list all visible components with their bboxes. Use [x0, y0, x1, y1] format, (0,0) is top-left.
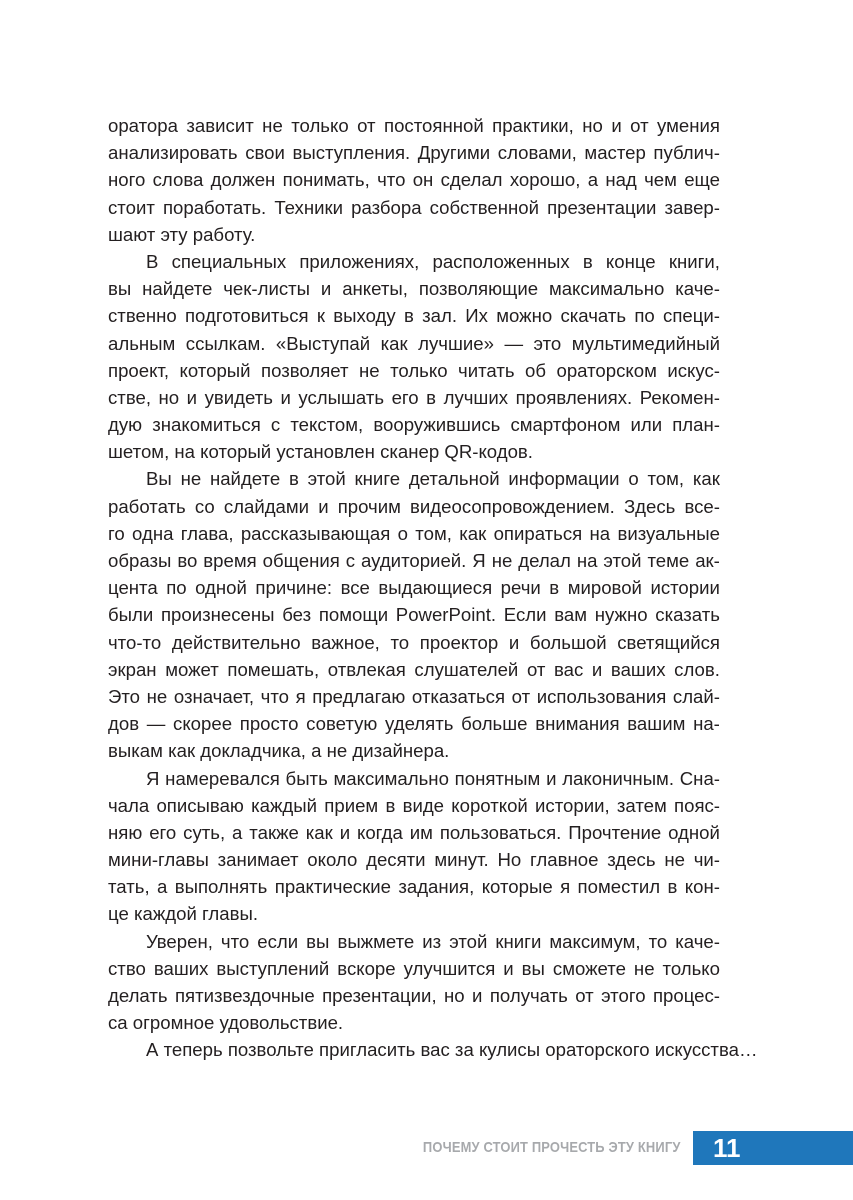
paragraph: [108, 928, 720, 1037]
page-number: 11: [713, 1133, 741, 1163]
text-line: анализировать свои выступления. Другими словами, мастер публич-: [108, 142, 720, 164]
body-text: [108, 112, 758, 1064]
text-line: Я намеревался быть максимально понятным и лаконичным. Сна-: [146, 767, 720, 789]
text-line: Вы не найдете в этой книге детальной информации о том, как: [146, 468, 720, 490]
text-line: альным ссылкам. «Выступай как лучшие» — это мультимедийный: [108, 332, 720, 354]
text-line: го одна глава, рассказывающая о том, как опираться на визуальные: [108, 522, 720, 544]
text-line: шают эту работу.: [108, 223, 256, 245]
text-line: шетом, на который установлен сканер QR-кодов.: [108, 441, 533, 463]
text-line: В специальных приложениях, расположенных в конце книги,: [146, 250, 720, 272]
page-number-box: [693, 1131, 853, 1165]
text-line: са огромное удовольствие.: [108, 1012, 344, 1034]
text-line: дую знакомиться с текстом, вооружившись смартфоном или план-: [108, 414, 720, 436]
text-line: ственно подготовиться к выходу в зал. Их можно скачать по специ-: [108, 305, 720, 327]
text-line: работать со слайдами и прочим видеосопровождением. Здесь все-: [108, 495, 720, 517]
text-line: были произнесены без помощи PowerPoint. Если вам нужно сказать: [108, 604, 720, 626]
text-line: стве, но и увидеть и услышать его в лучших проявлениях. Рекомен-: [108, 386, 720, 408]
paragraph: [108, 112, 720, 248]
page-footer: [0, 1131, 853, 1165]
text-line: Это не означает, что я предлагаю отказаться от использования слай-: [108, 685, 720, 707]
text-line: оратора зависит не только от постоянной практики, но и от умения: [108, 115, 720, 136]
text-line: экран может помешать, отвлекая слушателей от вас и ваших слов.: [108, 658, 720, 680]
text-line: ного слова должен понимать, что он сделал хорошо, а над чем еще: [108, 169, 720, 191]
paragraph: [108, 1036, 758, 1063]
paragraph: [108, 248, 720, 466]
text-line: тать, а выполнять практические задания, которые я поместил в кон-: [108, 876, 720, 898]
text-line: дов — скорее просто советую уделять больше внимания вашим на-: [108, 713, 720, 735]
text-line: А теперь позвольте пригласить вас за кулисы ораторского искусства…: [146, 1039, 758, 1061]
text-line: чала описываю каждый прием в виде короткой истории, затем пояс-: [108, 794, 720, 816]
text-line: стоит поработать. Техники разбора собственной презентации завер-: [108, 196, 720, 218]
paragraph: [108, 465, 720, 764]
text-line: цента по одной причине: все выдающиеся речи в мировой истории: [108, 577, 720, 599]
text-line: няю его суть, а также как и когда им пользоваться. Прочтение одной: [108, 821, 720, 843]
text-line: Уверен, что если вы выжмете из этой книги максимум, то каче-: [146, 930, 720, 952]
text-line: ство ваших выступлений вскоре улучшится и вы сможете не только: [108, 957, 720, 979]
text-line: це каждой главы.: [108, 903, 258, 925]
text-line: что-то действительно важное, то проектор и большой светящийся: [108, 631, 720, 653]
text-line: делать пятизвездочные презентации, но и получать от этого процес-: [108, 985, 720, 1006]
running-head: ПОЧЕМУ СТОИТ ПРОЧЕСТЬ ЭТУ КНИГУ: [423, 1139, 681, 1156]
text-line: вы найдете чек-листы и анкеты, позволяющие максимально каче-: [108, 278, 720, 300]
text-line: мини-главы занимает около десяти минут. Но главное здесь не чи-: [108, 849, 720, 871]
paragraph: [108, 765, 720, 928]
text-line: выкам как докладчика, а не дизайнера.: [108, 740, 450, 762]
text-line: проект, который позволяет не только читать об ораторском искус-: [108, 359, 720, 381]
text-line: образы во время общения с аудиторией. Я не делал на этой теме ак-: [108, 550, 720, 571]
